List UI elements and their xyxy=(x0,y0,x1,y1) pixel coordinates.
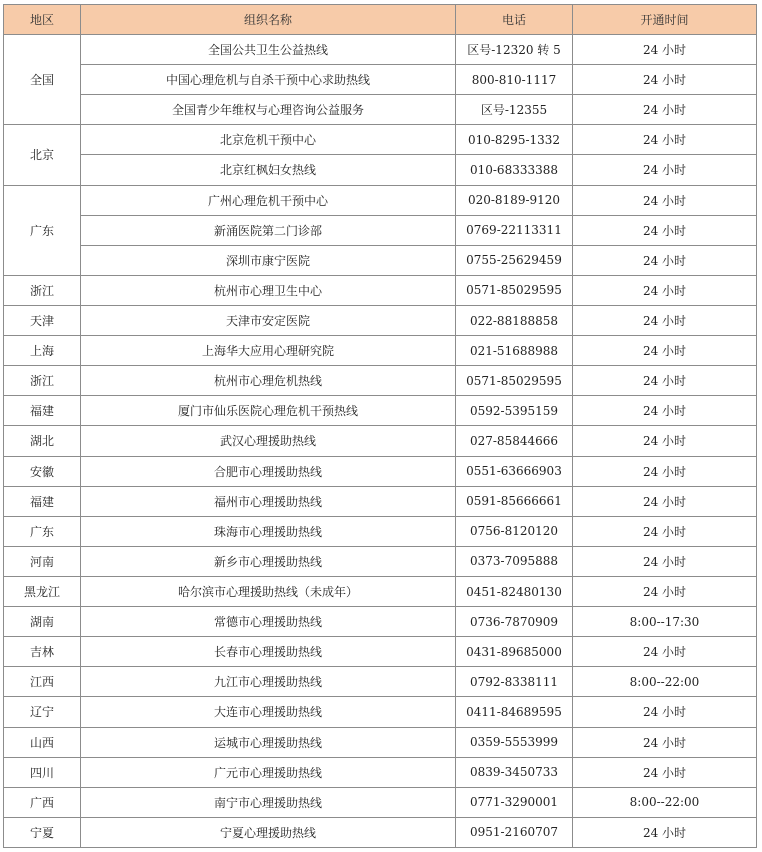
phone-cell: 0755-25629459 xyxy=(456,245,573,275)
table-row xyxy=(4,336,757,366)
phone-cell: 010-8295-1332 xyxy=(456,125,573,155)
table-row xyxy=(4,637,757,667)
table-row xyxy=(4,817,757,847)
hours-cell: 24 小时 xyxy=(573,697,757,727)
region-cell: 全国 xyxy=(4,35,81,125)
phone-cell: 0839-3450733 xyxy=(456,757,573,787)
organization-cell: 运城市心理援助热线 xyxy=(81,727,456,757)
table-row xyxy=(4,607,757,637)
region-cell: 湖南 xyxy=(4,607,81,637)
table-row xyxy=(4,757,757,787)
region-cell: 河南 xyxy=(4,546,81,576)
region-cell: 广西 xyxy=(4,787,81,817)
phone-cell: 010-68333388 xyxy=(456,155,573,185)
region-cell: 福建 xyxy=(4,396,81,426)
phone-cell: 0451-82480130 xyxy=(456,576,573,606)
organization-cell: 哈尔滨市心理援助热线（未成年） xyxy=(81,576,456,606)
region-cell: 广东 xyxy=(4,185,81,275)
phone-cell: 0736-7870909 xyxy=(456,607,573,637)
organization-cell: 大连市心理援助热线 xyxy=(81,697,456,727)
region-cell: 北京 xyxy=(4,125,81,185)
region-cell: 安徽 xyxy=(4,456,81,486)
hours-cell: 24 小时 xyxy=(573,215,757,245)
table-row xyxy=(4,486,757,516)
hours-cell: 24 小时 xyxy=(573,185,757,215)
header-row xyxy=(4,5,757,35)
region-cell: 上海 xyxy=(4,336,81,366)
table-row xyxy=(4,215,757,245)
hours-cell: 24 小时 xyxy=(573,637,757,667)
table-row xyxy=(4,787,757,817)
hours-cell: 24 小时 xyxy=(573,546,757,576)
phone-cell: 021-51688988 xyxy=(456,336,573,366)
region-cell: 黑龙江 xyxy=(4,576,81,606)
table-row xyxy=(4,125,757,155)
region-cell: 吉林 xyxy=(4,637,81,667)
phone-cell: 0373-7095888 xyxy=(456,546,573,576)
organization-cell: 南宁市心理援助热线 xyxy=(81,787,456,817)
organization-cell: 长春市心理援助热线 xyxy=(81,637,456,667)
table-row xyxy=(4,576,757,606)
hours-cell: 24 小时 xyxy=(573,336,757,366)
table-row xyxy=(4,35,757,65)
table-row xyxy=(4,426,757,456)
hours-cell: 24 小时 xyxy=(573,125,757,155)
table-body xyxy=(4,35,757,848)
hours-cell: 24 小时 xyxy=(573,245,757,275)
hours-cell: 24 小时 xyxy=(573,727,757,757)
hours-cell: 24 小时 xyxy=(573,275,757,305)
table-header xyxy=(4,5,757,35)
header-phone: 电话 xyxy=(456,5,573,35)
organization-cell: 杭州市心理危机热线 xyxy=(81,366,456,396)
organization-cell: 北京危机干预中心 xyxy=(81,125,456,155)
organization-cell: 珠海市心理援助热线 xyxy=(81,516,456,546)
table-row xyxy=(4,65,757,95)
table-row xyxy=(4,305,757,335)
organization-cell: 广州心理危机干预中心 xyxy=(81,185,456,215)
table-row xyxy=(4,516,757,546)
phone-cell: 0592-5395159 xyxy=(456,396,573,426)
table-row xyxy=(4,667,757,697)
organization-cell: 上海华大应用心理研究院 xyxy=(81,336,456,366)
table-row xyxy=(4,185,757,215)
region-cell: 广东 xyxy=(4,516,81,546)
hours-cell: 24 小时 xyxy=(573,396,757,426)
hours-cell: 24 小时 xyxy=(573,65,757,95)
phone-cell: 0951-2160707 xyxy=(456,817,573,847)
header-hours: 开通时间 xyxy=(573,5,757,35)
phone-cell: 0571-85029595 xyxy=(456,275,573,305)
organization-cell: 杭州市心理卫生中心 xyxy=(81,275,456,305)
phone-cell: 020-8189-9120 xyxy=(456,185,573,215)
region-cell: 四川 xyxy=(4,757,81,787)
phone-cell: 0411-84689595 xyxy=(456,697,573,727)
phone-cell: 027-85844666 xyxy=(456,426,573,456)
hours-cell: 24 小时 xyxy=(573,456,757,486)
phone-cell: 0591-85666661 xyxy=(456,486,573,516)
table-row xyxy=(4,95,757,125)
hours-cell: 24 小时 xyxy=(573,426,757,456)
table-row xyxy=(4,366,757,396)
organization-cell: 全国青少年维权与心理咨询公益服务 xyxy=(81,95,456,125)
hours-cell: 24 小时 xyxy=(573,366,757,396)
organization-cell: 合肥市心理援助热线 xyxy=(81,456,456,486)
phone-cell: 0571-85029595 xyxy=(456,366,573,396)
phone-cell: 区号-12355 xyxy=(456,95,573,125)
table-row xyxy=(4,456,757,486)
phone-cell: 800-810-1117 xyxy=(456,65,573,95)
hours-cell: 24 小时 xyxy=(573,305,757,335)
table-row xyxy=(4,275,757,305)
phone-cell: 0551-63666903 xyxy=(456,456,573,486)
organization-cell: 常德市心理援助热线 xyxy=(81,607,456,637)
hours-cell: 24 小时 xyxy=(573,576,757,606)
hours-cell: 24 小时 xyxy=(573,155,757,185)
region-cell: 浙江 xyxy=(4,366,81,396)
table-row xyxy=(4,155,757,185)
organization-cell: 北京红枫妇女热线 xyxy=(81,155,456,185)
hours-cell: 24 小时 xyxy=(573,486,757,516)
organization-cell: 宁夏心理援助热线 xyxy=(81,817,456,847)
header-region: 地区 xyxy=(4,5,81,35)
table-row xyxy=(4,396,757,426)
region-cell: 山西 xyxy=(4,727,81,757)
header-organization: 组织名称 xyxy=(81,5,456,35)
region-cell: 辽宁 xyxy=(4,697,81,727)
organization-cell: 九江市心理援助热线 xyxy=(81,667,456,697)
phone-cell: 区号-12320 转 5 xyxy=(456,35,573,65)
table-row xyxy=(4,245,757,275)
region-cell: 湖北 xyxy=(4,426,81,456)
region-cell: 宁夏 xyxy=(4,817,81,847)
phone-cell: 0756-8120120 xyxy=(456,516,573,546)
hours-cell: 24 小时 xyxy=(573,817,757,847)
hours-cell: 24 小时 xyxy=(573,516,757,546)
hours-cell: 8:00--22:00 xyxy=(573,787,757,817)
table-row xyxy=(4,727,757,757)
organization-cell: 全国公共卫生公益热线 xyxy=(81,35,456,65)
organization-cell: 福州市心理援助热线 xyxy=(81,486,456,516)
phone-cell: 0769-22113311 xyxy=(456,215,573,245)
phone-cell: 0792-8338111 xyxy=(456,667,573,697)
phone-cell: 022-88188858 xyxy=(456,305,573,335)
organization-cell: 新乡市心理援助热线 xyxy=(81,546,456,576)
hours-cell: 8:00--22:00 xyxy=(573,667,757,697)
region-cell: 江西 xyxy=(4,667,81,697)
organization-cell: 厦门市仙乐医院心理危机干预热线 xyxy=(81,396,456,426)
organization-cell: 深圳市康宁医院 xyxy=(81,245,456,275)
hours-cell: 24 小时 xyxy=(573,95,757,125)
phone-cell: 0771-3290001 xyxy=(456,787,573,817)
organization-cell: 新涌医院第二门诊部 xyxy=(81,215,456,245)
region-cell: 天津 xyxy=(4,305,81,335)
organization-cell: 广元市心理援助热线 xyxy=(81,757,456,787)
organization-cell: 武汉心理援助热线 xyxy=(81,426,456,456)
phone-cell: 0359-5553999 xyxy=(456,727,573,757)
hours-cell: 8:00--17:30 xyxy=(573,607,757,637)
organization-cell: 中国心理危机与自杀干预中心求助热线 xyxy=(81,65,456,95)
region-cell: 福建 xyxy=(4,486,81,516)
organization-cell: 天津市安定医院 xyxy=(81,305,456,335)
region-cell: 浙江 xyxy=(4,275,81,305)
hotline-table xyxy=(3,4,757,848)
table-row xyxy=(4,546,757,576)
phone-cell: 0431-89685000 xyxy=(456,637,573,667)
table-row xyxy=(4,697,757,727)
hours-cell: 24 小时 xyxy=(573,757,757,787)
hours-cell: 24 小时 xyxy=(573,35,757,65)
